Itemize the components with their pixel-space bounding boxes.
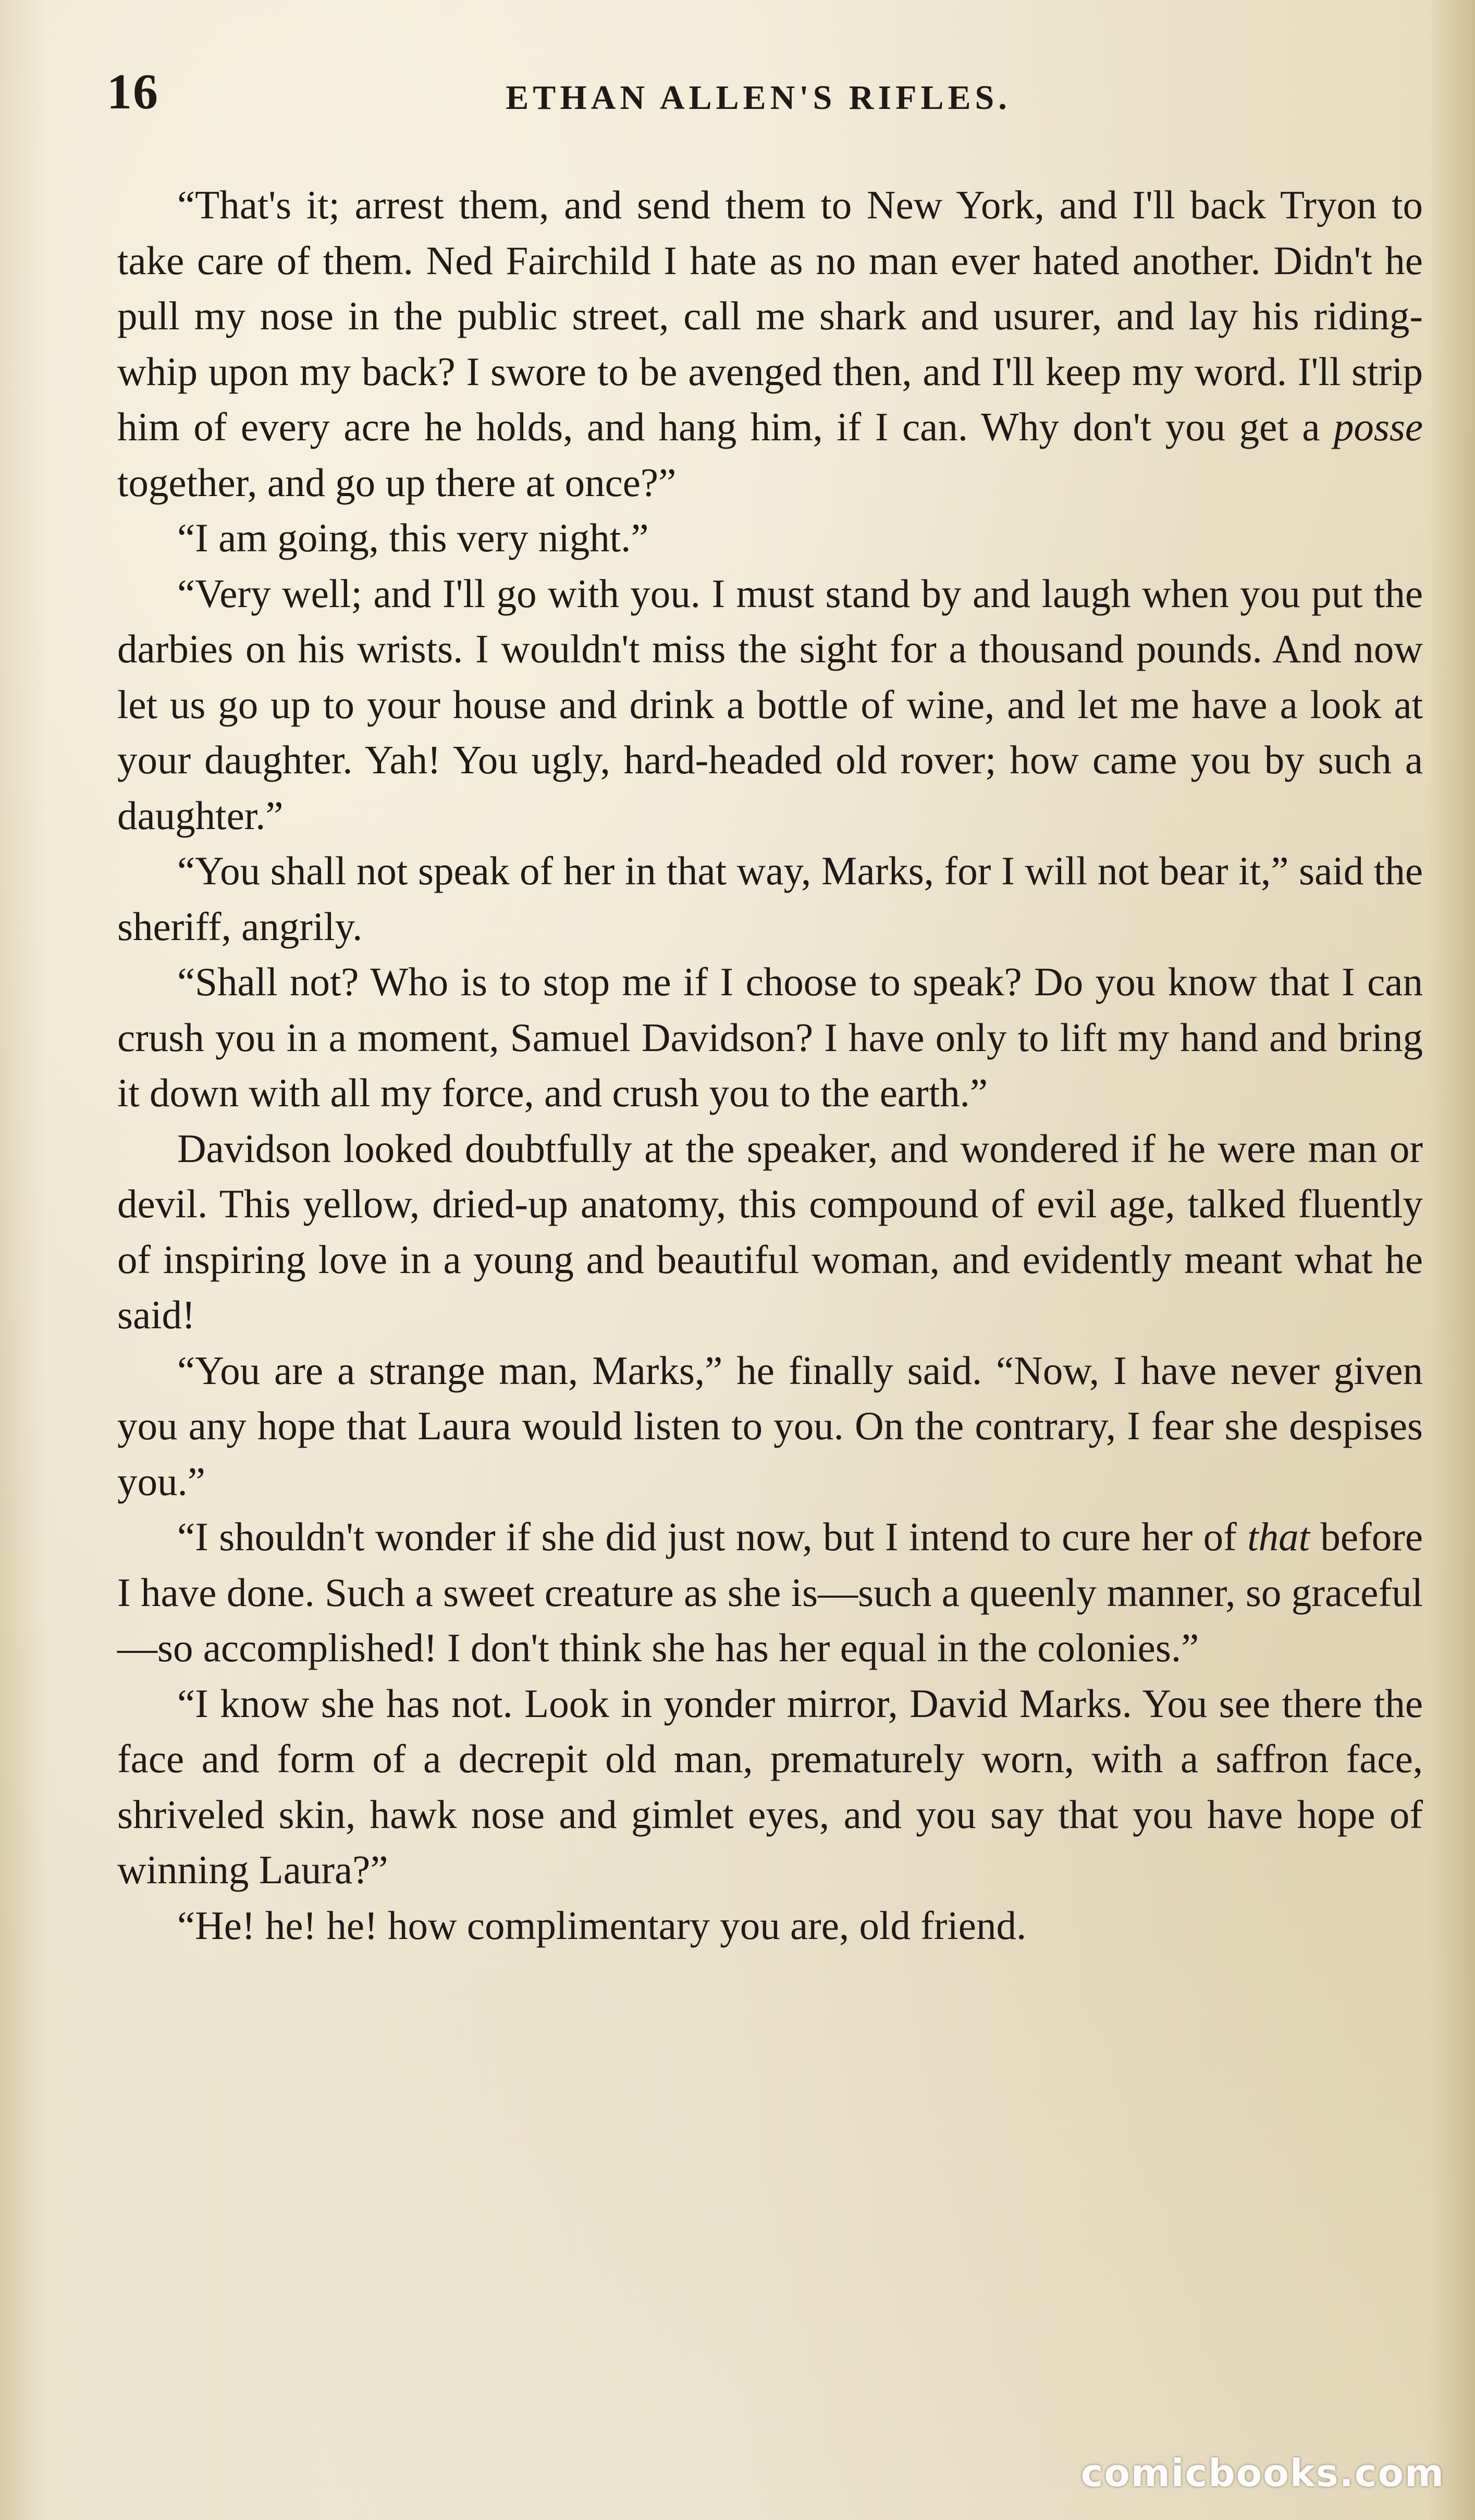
watermark: comicbooks.com — [1080, 2451, 1445, 2495]
paragraph: “You shall not speak of her in that way, Marks, for I will not bear it,” said the sheriff, angrily. — [117, 848, 1423, 949]
paragraph: “He! he! he! how complimentary you are, old friend. — [177, 1903, 1027, 1948]
paragraph: “I am going, this very night.” — [177, 515, 649, 560]
paragraph: “Very well; and I'll go with you. I must stand by and laugh when you put the darbies on his wrists. I wouldn't miss the sight for a thousand pounds. And now let us go up to your house and drink a bottle of wine, and let me have a look at your daughter. Yah! You ugly, hard-headed old rover; how came you by such a daughter.” — [117, 571, 1423, 838]
paragraph: “You are a strange man, Marks,” he finally said. “Now, I have never given you any hope that Laura would listen to you. On the contrary, I fear she despises you.” — [117, 1348, 1423, 1504]
paragraph: “That's it; arrest them, and send them to New York, and I'll back Tryon to take care of them. Ned Fairchild I hate as no man ever hated another. Didn't he pull my nose in the public street, call me shark and usurer, and lay his riding-whip upon my back? I swore to be avenged then, and I'll keep my word. I'll strip him of every acre he holds, and hang him, if I can. Why don't you get a posse together, and go up there at once?” — [117, 182, 1423, 505]
paragraph: “I shouldn't wonder if she did just now, but I intend to cure her of that before I have done. Such a sweet creature as she is—such a queenly manner, so graceful—so accomplished! I don't think she has her equal in the colonies.” — [117, 1514, 1423, 1670]
page-header — [107, 63, 1410, 125]
paragraph: “I know she has not. Look in yonder mirror, David Marks. You see there the face and form of a decrepit old man, prematurely worn, with a saffron face, shriveled skin, hawk nose and gimlet eyes, and you say that you have hope of winning Laura?” — [117, 1681, 1423, 1892]
paragraph: Davidson looked doubtfully at the speaker, and wondered if he were man or devil. This yellow, dried-up anatomy, this compound of evil age, talked fluently of inspiring love in a young and beautiful woman, and evidently meant what he said! — [117, 1126, 1423, 1337]
paragraph: “Shall not? Who is to stop me if I choose to speak? Do you know that I can crush you in a moment, Samuel Davidson? I have only to lift my hand and bring it down with all my force, and crush you to the earth.” — [117, 959, 1423, 1115]
running-title: ETHAN ALLEN'S RIFLES. — [506, 79, 1011, 117]
page-number: 16 — [107, 64, 159, 119]
body-text — [117, 177, 1423, 1953]
